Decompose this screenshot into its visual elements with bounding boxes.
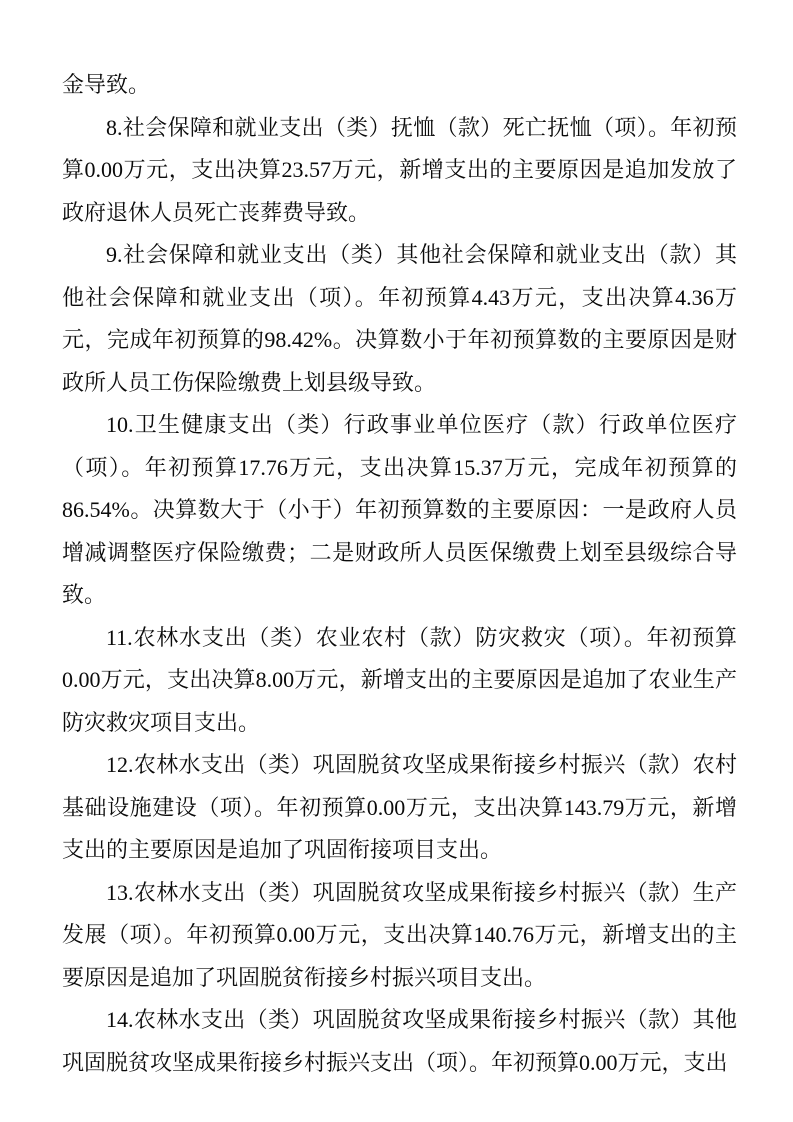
paragraph-item-13: 13.农林水支出（类）巩固脱贫攻坚成果衔接乡村振兴（款）生产发展（项）。年初预算0.00万元，支出决算140.76万元，新增支出的主要原因是追加了巩固脱贫衔接乡村振兴项目支出。: [62, 879, 737, 990]
paragraph-item-9: 9.社会保障和就业支出（类）其他社会保障和就业支出（款）其他社会保障和就业支出（项）。年初预算4.43万元，支出决算4.36万元，完成年初预算的98.42%。决算数小于年初预算数的主要原因是财政所人员工伤保险缴费上划县级导致。: [62, 242, 737, 395]
paragraph-continuation: 金导致。: [62, 72, 151, 97]
paragraph-item-8: 8.社会保障和就业支出（类）抚恤（款）死亡抚恤（项）。年初预算0.00万元，支出决算23.57万元，新增支出的主要原因是追加发放了政府退休人员死亡丧葬费导致。: [62, 114, 737, 225]
paragraph-item-10: 10.卫生健康支出（类）行政事业单位医疗（款）行政单位医疗（项）。年初预算17.76万元，支出决算15.37万元，完成年初预算的86.54%。决算数大于（小于）年初预算数的主要原因：一是政府人员增减调整医疗保险缴费；二是财政所人员医保缴费上划至县级综合导致。: [62, 412, 737, 607]
paragraph-item-14: 14.农林水支出（类）巩固脱贫攻坚成果衔接乡村振兴（款）其他巩固脱贫攻坚成果衔接乡村振兴支出（项）。年初预算0.00万元，支出: [62, 1007, 737, 1075]
paragraph-item-12: 12.农林水支出（类）巩固脱贫攻坚成果衔接乡村振兴（款）农村基础设施建设（项）。年初预算0.00万元，支出决算143.79万元，新增支出的主要原因是追加了巩固衔接项目支出。: [62, 752, 737, 862]
document-text-block: [62, 64, 737, 1084]
paragraph-item-11: 11.农林水支出（类）农业农村（款）防灾救灾（项）。年初预算0.00万元，支出决算8.00万元，新增支出的主要原因是追加了农业生产防灾救灾项目支出。: [62, 624, 737, 735]
